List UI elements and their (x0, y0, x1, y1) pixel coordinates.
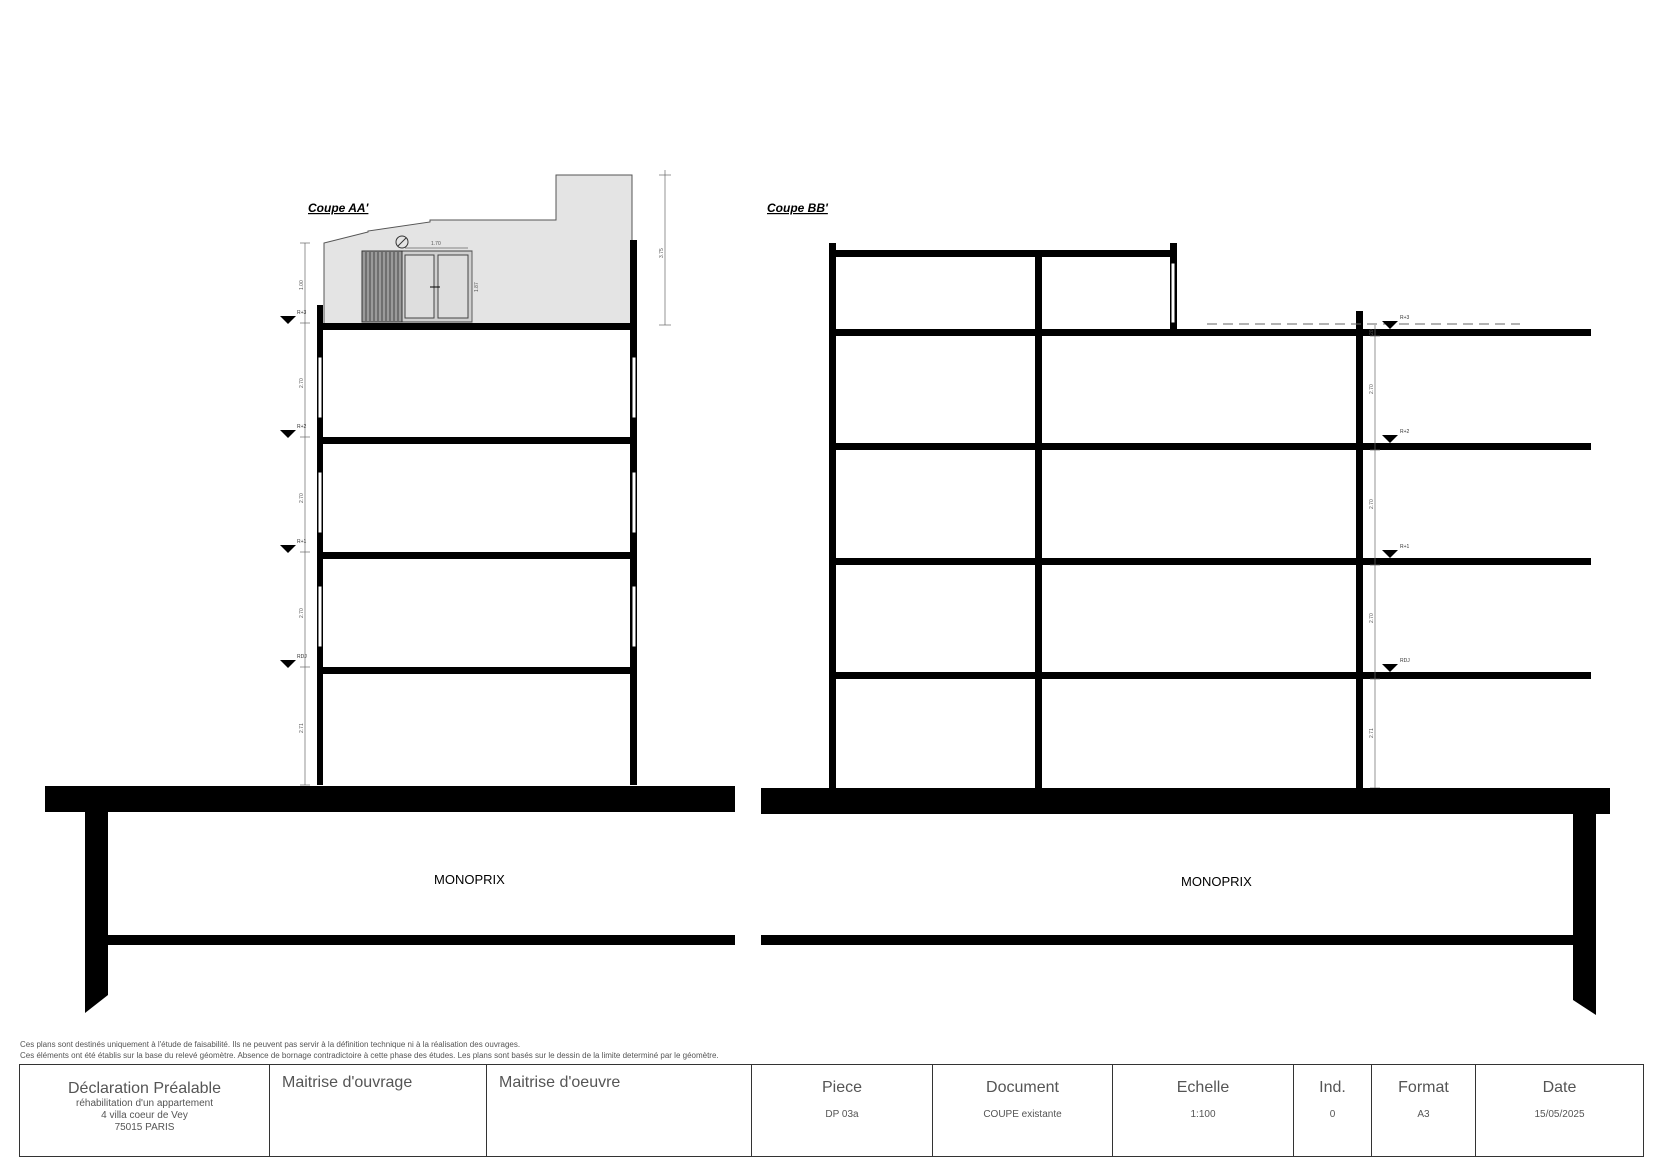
level-aa-rdj: RDJ (297, 654, 307, 660)
dim-bb-floor-0: 2.71 (1369, 728, 1375, 738)
date-label: Date (1542, 1079, 1577, 1096)
title-block (19, 1064, 1644, 1157)
ind-label: Ind. (1319, 1079, 1346, 1096)
cell-maitrise-oeuvre (487, 1065, 752, 1156)
document-label: Document (986, 1079, 1059, 1096)
echelle-label: Echelle (1176, 1079, 1230, 1096)
dim-aa-floor-2: 2.70 (299, 493, 305, 503)
date-value: 15/05/2025 (1534, 1109, 1585, 1120)
podium-column-aa (85, 812, 108, 1013)
dim-aa-floor-3: 2.70 (299, 378, 305, 388)
dimension-chain-aa (300, 243, 310, 785)
cell-date (1476, 1065, 1643, 1156)
dim-aa-window-height: 1.87 (474, 282, 480, 292)
floor-slabs-bb (829, 329, 1591, 679)
format-value: A3 (1417, 1109, 1430, 1120)
piece-value: DP 03a (825, 1109, 859, 1120)
wall-bb-left (829, 243, 836, 788)
cell-document (933, 1065, 1113, 1156)
monoprix-label-left: MONOPRIX (434, 872, 505, 887)
project-line-2: 4 villa coeur de Vey (101, 1110, 188, 1121)
section-bb (761, 201, 1610, 1015)
wall-bb-right (1356, 311, 1363, 788)
podium-slab-bb (761, 788, 1610, 814)
level-bb-r1: R+1 (1400, 544, 1410, 550)
lower-slab-aa (108, 935, 735, 945)
disclaimer-line-1: Ces plans sont destinés uniquement à l'étude de faisabilité. Ils ne peuvent pas servir à la définition technique ni à la réalisation des ouvrages. (20, 1040, 521, 1049)
dim-aa-parapet: 1.00 (299, 280, 305, 290)
dim-aa-roof-height: 3.75 (659, 248, 665, 258)
project-title: Déclaration Préalable (68, 1080, 221, 1097)
piece-label: Piece (821, 1079, 863, 1096)
cell-format (1372, 1065, 1476, 1156)
floor-slabs-aa (317, 323, 637, 674)
level-bb-r2: R+2 (1400, 429, 1410, 435)
disclaimer-line-2: Ces éléments ont été établis sur la base du relevé géomètre. Absence de bornage contradictoire à cette phase des études. Les plans sont basés sur le dessin de la limite determiné par le géomètre. (20, 1051, 719, 1060)
level-markers-bb (1382, 321, 1398, 672)
cell-maitrise-ouvrage (270, 1065, 487, 1156)
ind-value: 0 (1329, 1109, 1336, 1120)
dim-bb-floor-2: 2.70 (1369, 499, 1375, 509)
facade-windows-aa (318, 357, 636, 647)
level-aa-r2: R+2 (297, 424, 307, 430)
dim-bb-floor-3: 2.70 (1369, 384, 1375, 394)
section-bb-title: Coupe BB' (767, 201, 828, 215)
podium-slab-aa (45, 786, 735, 812)
echelle-value: 1:100 (1190, 1109, 1216, 1120)
monoprix-label-right: MONOPRIX (1181, 874, 1252, 889)
lower-slab-bb (761, 935, 1573, 945)
dim-bb-slab: 20 (1369, 329, 1375, 335)
level-aa-r3: R+3 (297, 310, 307, 316)
cell-piece (752, 1065, 933, 1156)
format-label: Format (1398, 1079, 1449, 1096)
level-bb-r3: R+3 (1400, 315, 1410, 321)
project-line-1: réhabilitation d'un appartement (75, 1098, 213, 1109)
level-markers-aa (280, 316, 296, 668)
dim-aa-floor-0: 2.71 (299, 723, 305, 733)
maitrise-ouvrage-label: Maitrise d'ouvrage (282, 1074, 413, 1091)
upper-roof-bb (836, 250, 1177, 257)
dim-aa-floor-1: 2.70 (299, 608, 305, 618)
dim-aa-window-width: 1.70 (431, 241, 441, 247)
project-line-3: 75015 PARIS (114, 1122, 175, 1133)
level-aa-r1: R+1 (297, 539, 307, 545)
cell-ind (1294, 1065, 1372, 1156)
upper-window-bb (1171, 263, 1175, 323)
section-aa-title: Coupe AA' (308, 201, 369, 215)
dim-bb-floor-1: 2.70 (1369, 613, 1375, 623)
section-aa (45, 170, 735, 1013)
podium-column-bb (1573, 814, 1596, 1015)
level-bb-rdj: RDJ (1400, 658, 1410, 664)
cell-echelle (1113, 1065, 1294, 1156)
cell-project (20, 1065, 270, 1156)
maitrise-oeuvre-label: Maitrise d'oeuvre (499, 1074, 621, 1091)
document-value: COUPE existante (983, 1109, 1062, 1120)
